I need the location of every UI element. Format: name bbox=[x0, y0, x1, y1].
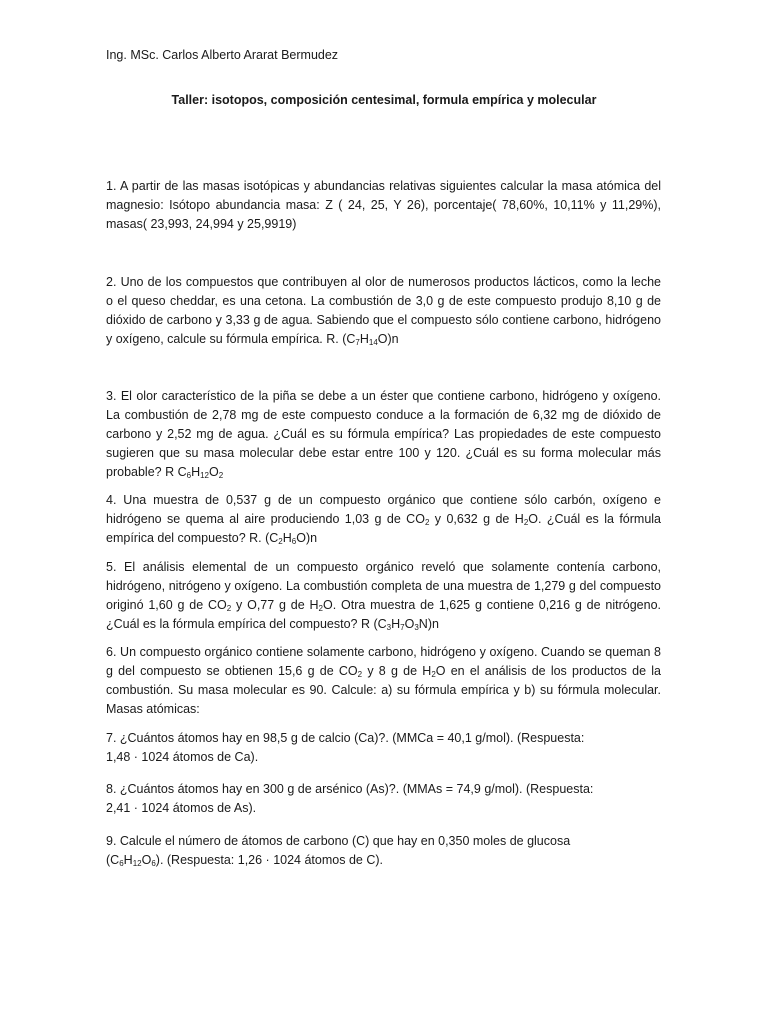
formula-part: y O,77 g de H bbox=[231, 598, 319, 612]
problem-3 bbox=[106, 387, 661, 482]
problem-2 bbox=[106, 273, 661, 349]
formula-part: O)n bbox=[296, 531, 318, 545]
subscript: 2 bbox=[318, 604, 323, 613]
subscript: 6 bbox=[151, 859, 156, 868]
subscript: 2 bbox=[424, 518, 430, 527]
formula-part: O)n bbox=[377, 332, 399, 346]
problem-3-text: 3. El olor característico de la piña se debe a un éster que contiene carbono, hidrógeno y oxígeno. La combustión de 2,78 mg de este compuesto conduce a la formación de 6,32 mg de dióxido de carbono y 2,52 mg de agua. ¿Cuál es su fórmula empírica? Las propiedades de este compuesto sugieren que su masa molecular debe estar entre 100 y 120. ¿Cuál es su forma molecular más probable? R C bbox=[106, 389, 661, 479]
formula-part: N)n bbox=[418, 617, 439, 631]
problem-8-line-2: 2,41 · 1024 átomos de As). bbox=[106, 801, 257, 815]
problem-9 bbox=[106, 832, 661, 870]
formula-part: H bbox=[359, 332, 369, 346]
formula-part: O bbox=[209, 465, 219, 479]
document-title: Taller: isotopos, composición centesimal, formula empírica y molecular bbox=[171, 93, 597, 107]
problem-7-line-2: 1,48 · 1024 átomos de Ca). bbox=[106, 750, 259, 764]
problem-6 bbox=[106, 643, 661, 719]
subscript: 6 bbox=[291, 537, 297, 546]
subscript: 2 bbox=[278, 537, 283, 546]
formula-part: H bbox=[282, 531, 292, 545]
subscript: 7 bbox=[400, 623, 405, 632]
subscript: 6 bbox=[119, 859, 124, 868]
problem-9-line-1: 9. Calcule el número de átomos de carbono (C) que hay en 0,350 moles de glucosa bbox=[106, 834, 571, 848]
formula-part: H bbox=[391, 617, 401, 631]
problem-4-text: 4. Una muestra de 0,537 g de un compuesto orgánico que contiene sólo carbón, oxígeno e hidrógeno se quema al aire produciendo 1,03 g de CO bbox=[106, 493, 661, 526]
formula-part: O. ¿Cuál es la fórmula empírica del compuesto? R. (C bbox=[106, 512, 662, 545]
subscript: 12 bbox=[132, 859, 142, 868]
author-name: Ing. MSc. Carlos Alberto Ararat Bermudez bbox=[106, 48, 339, 62]
formula-part: O bbox=[141, 853, 152, 867]
problem-5-text: 5. El análisis elemental de un compuesto orgánico reveló que solamente contenía carbono, hidrógeno, nitrógeno y oxígeno. La combustión completa de una muestra de 1,279 g del compuesto originó 1,60 g de CO bbox=[106, 560, 661, 612]
subscript: 2 bbox=[218, 471, 224, 480]
problem-8 bbox=[106, 780, 661, 818]
problem-5 bbox=[106, 558, 661, 634]
formula-part: O. Otra muestra de 1,625 g contiene 0,216 g de nitrógeno. ¿Cuál es la fórmula empírica del compuesto? R (C bbox=[106, 598, 661, 631]
problem-1-text: 1. A partir de las masas isotópicas y abundancias relativas siguientes calcular la masa atómica del magnesio: Isótopo abundancia masa: Z ( 24, 25, Y 26), porcentaje( 78,60%, 10,11% y 11,29%), masas( 23,993, 24,994 y 25,9919) bbox=[106, 179, 661, 231]
subscript: 6 bbox=[186, 471, 192, 480]
formula-part: H bbox=[191, 465, 201, 479]
subscript: 3 bbox=[414, 623, 419, 632]
subscript: 2 bbox=[357, 670, 363, 679]
subscript: 2 bbox=[226, 604, 232, 613]
problem-2-text: 2. Uno de los compuestos que contribuyen al olor de numerosos productos lácticos, como la leche o el queso cheddar, es una cetona. La combustión de 3,0 g de este compuesto produjo 8,10 g de dióxido de carbono y 3,33 g de agua. Sabiendo que el compuesto sólo contiene carbono, hidrógeno y oxígeno, calcule su fórmula empírica. R. (C bbox=[106, 275, 661, 346]
problem-8-line-1: 8. ¿Cuántos átomos hay en 300 g de arsénico (As)?. (MMAs = 74,9 g/mol). (Respuesta: bbox=[106, 782, 594, 796]
formula-part: O en el análisis de los productos de la combustión. Su masa molecular es 90. Calcule: a) su fórmula empírica y b) su fórmula molecular. Masas atómicas: bbox=[106, 664, 661, 716]
subscript: 12 bbox=[200, 471, 209, 480]
formula-part: H bbox=[123, 853, 133, 867]
formula-part: y 0,632 g de H bbox=[429, 512, 524, 526]
problem-1 bbox=[106, 177, 661, 234]
formula-part: (C bbox=[106, 853, 120, 867]
subscript: 2 bbox=[431, 670, 436, 679]
formula-part: ). (Respuesta: 1,26 · 1024 átomos de C). bbox=[155, 853, 383, 867]
subscript: 14 bbox=[368, 338, 378, 347]
formula-part: y 8 g de H bbox=[362, 664, 432, 678]
problem-7-line-1: 7. ¿Cuántos átomos hay en 98,5 g de calcio (Ca)?. (MMCa = 40,1 g/mol). (Respuesta: bbox=[106, 731, 585, 745]
problem-7 bbox=[106, 729, 661, 767]
formula-part: O bbox=[404, 617, 415, 631]
subscript: 7 bbox=[355, 338, 360, 347]
subscript: 2 bbox=[523, 518, 529, 527]
subscript: 3 bbox=[386, 623, 392, 632]
problem-4 bbox=[106, 491, 661, 548]
problem-6-text: 6. Un compuesto orgánico contiene solamente carbono, hidrógeno y oxígeno. Cuando se queman 8 g del compuesto se obtienen 15,6 g de CO bbox=[106, 645, 661, 678]
